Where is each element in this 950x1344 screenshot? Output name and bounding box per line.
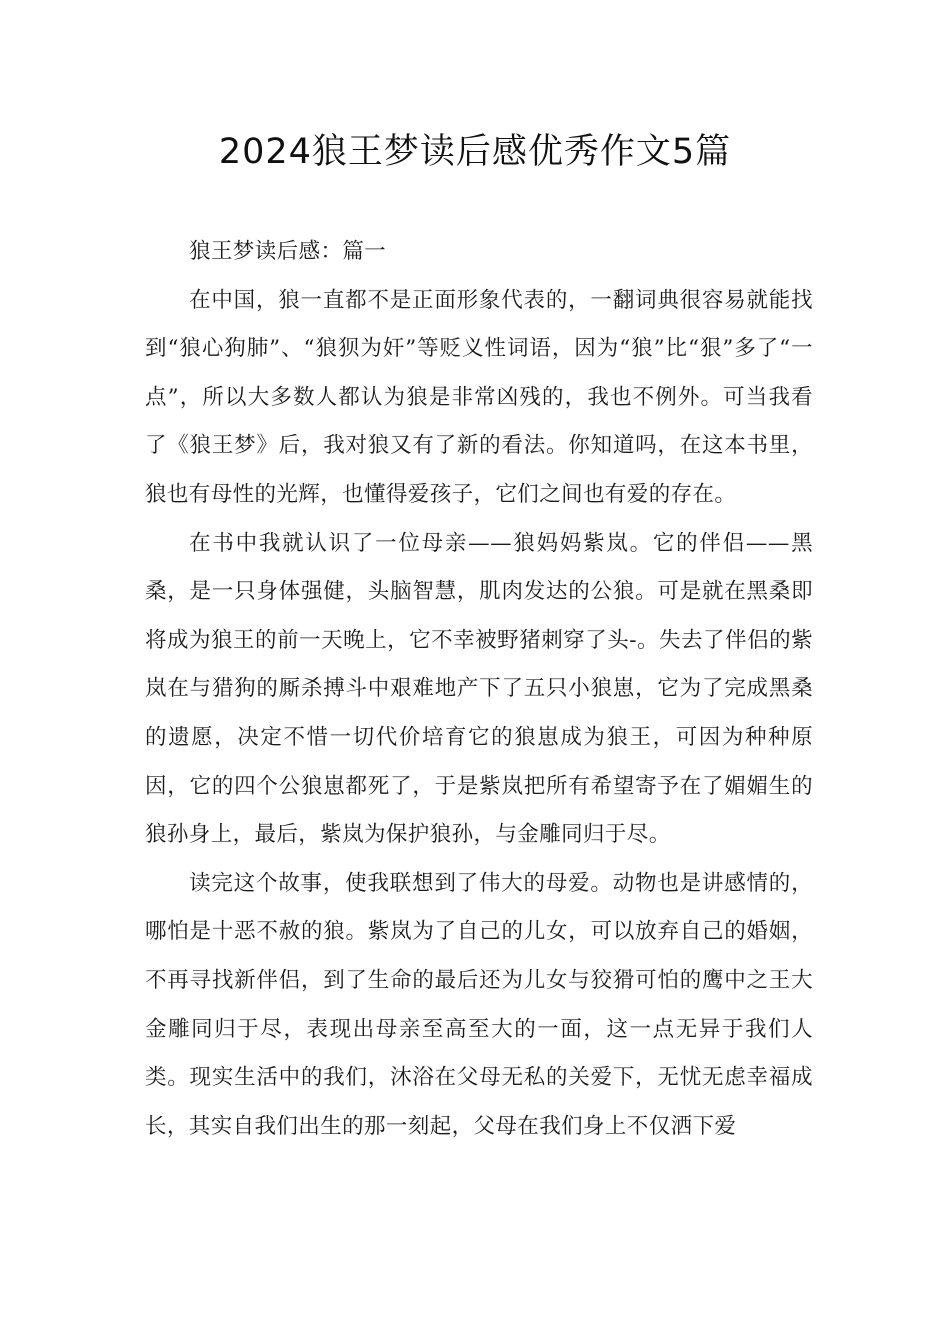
document-body xyxy=(145,228,813,1151)
section-heading: 狼王梦读后感：篇一 xyxy=(189,239,387,264)
paragraph: 读完这个故事，使我联想到了伟大的母爱。动物也是讲感情的，哪怕是十恶不赦的狼。紫岚为了自己的儿女，可以放弃自己的婚姻，不再寻找新伴侣，到了生命的最后还为儿女与狡猾可怕的鹰中之王大金雕同归于尽，表现出母亲至高至大的一面，这一点无异于我们人类。现实生活中的我们，沐浴在父母无私的关爱下，无忧无虑幸福成长，其实自我们出生的那一刻起，父母在我们身上不仅洒下爱 xyxy=(145,870,813,1139)
paragraph: 在书中我就认识了一位母亲——狼妈妈紫岚。它的伴侣——黑桑，是一只身体强健，头脑智慧，肌肉发达的公狼。可是就在黑桑即将成为狼王的前一天晚上，它不幸被野猪刺穿了头-。失去了伴侣的紫岚在与猎狗的厮杀搏斗中艰难地产下了五只小狼崽，它为了完成黑桑的遗愿，决定不惜一切代价培育它的狼崽成为狼王，可因为种种原因，它的四个公狼崽都死了，于是紫岚把所有希望寄予在了媚媚生的狼孙身上，最后，紫岚为保护狼孙，与金雕同归于尽。 xyxy=(145,530,813,848)
document-title: 2024狼王梦读后感优秀作文5篇 xyxy=(218,132,732,172)
paragraph: 在中国，狼一直都不是正面形象代表的，一翻词典很容易就能找到“狼心狗肺”、“狼狈为奸”等贬义性词语，因为“狼”比“狠”多了“一点”，所以大多数人都认为狼是非常凶残的，我也不例外。可当我看了《狼王梦》后，我对狼又有了新的看法。你知道吗，在这本书里，狼也有母性的光辉，也懂得爱孩子，它们之间也有爱的存在。 xyxy=(145,287,813,507)
